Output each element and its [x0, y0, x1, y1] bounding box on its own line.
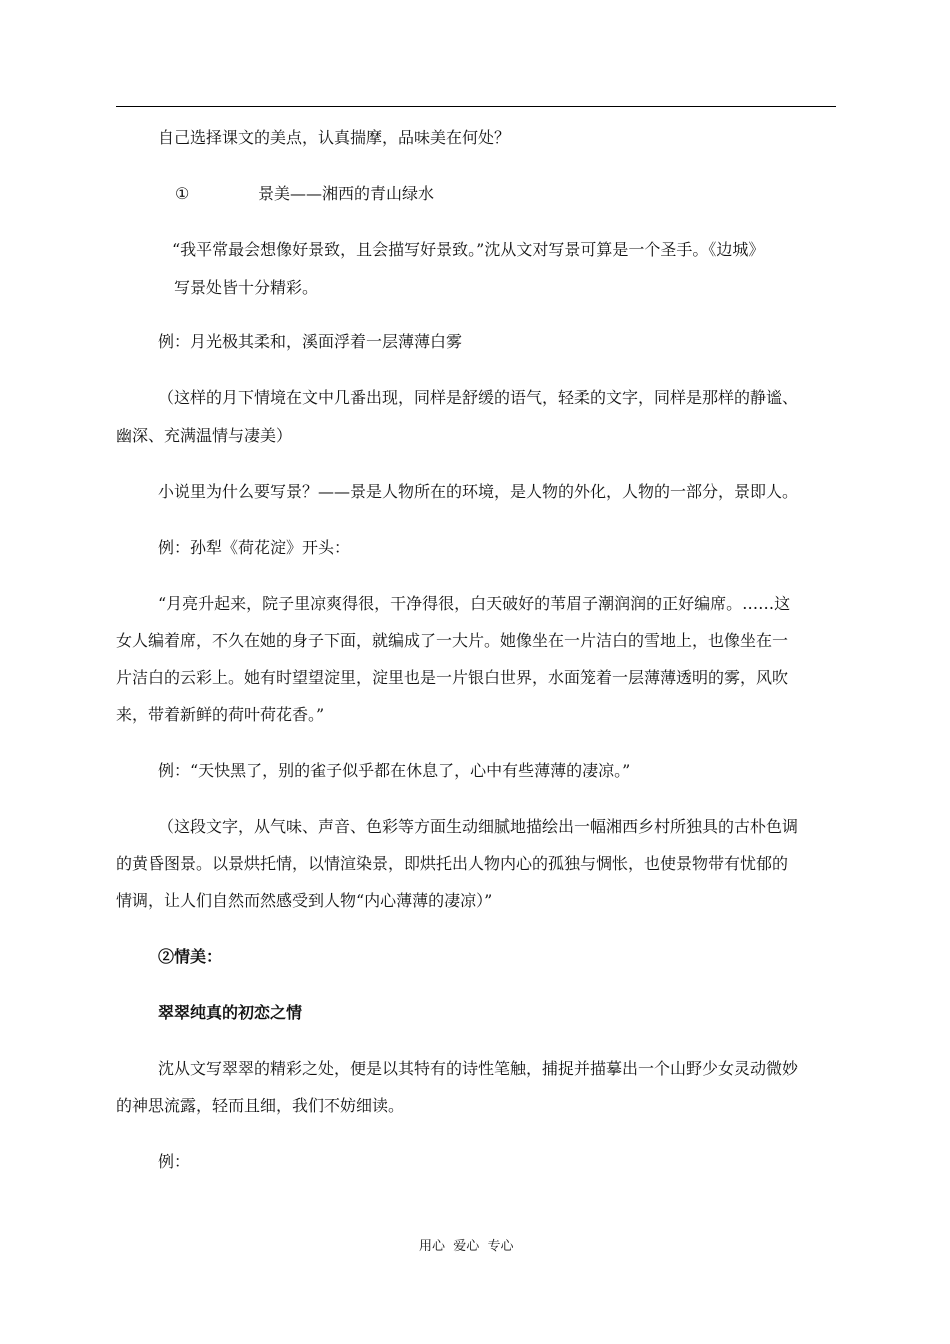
- note1-line-1: （这样的月下情境在文中几番出现，同样是舒缓的语气，轻柔的文字，同样是那样的静谧、: [158, 388, 799, 407]
- para-line-2: 的神思流露，轻而且细，我们不妨细读。: [116, 1096, 405, 1115]
- example2: 例：孙犁《荷花淀》开头：: [158, 538, 351, 557]
- intro-line: 自己选择课文的美点，认真揣摩，品味美在何处？: [158, 128, 511, 147]
- note2-line-2: 的黄昏图景。以景烘托情，以情渲染景，即烘托出人物内心的孤独与惆怅，也使景物带有忧郁的: [116, 854, 789, 873]
- page-footer: 用心 爱心 专心: [419, 1239, 514, 1254]
- example1: 例：月光极其柔和，溪面浮着一层薄薄白雾: [158, 332, 463, 351]
- question-line: 小说里为什么要写景？——景是人物所在的环境，是人物的外化，人物的一部分，景即人。: [158, 482, 799, 501]
- quote2-line-2: 女人编着席，不久在她的身子下面，就编成了一大片。她像坐在一片洁白的雪地上，也像坐在一: [116, 631, 789, 650]
- example4: 例：: [158, 1152, 191, 1171]
- section2-heading: ②情美：: [158, 947, 223, 966]
- para-line-1: 沈从文写翠翠的精彩之处，便是以其特有的诗性笔触，捕捉并描摹出一个山野少女灵动微妙: [158, 1059, 799, 1078]
- quote2-line-1: “月亮升起来，院子里凉爽得很，干净得很，白天破好的苇眉子潮润润的正好编席。……这: [158, 594, 791, 613]
- header-rule: [116, 106, 836, 107]
- section1-marker: ①: [175, 184, 190, 203]
- quote1-line-2: 写景处皆十分精彩。: [174, 278, 319, 297]
- note1-line-2: 幽深、充满温情与凄美）: [116, 426, 293, 445]
- note2-line-1: （这段文字，从气味、声音、色彩等方面生动细腻地描绘出一幅湘西乡村所独具的古朴色调: [158, 817, 799, 836]
- quote2-line-4: 来，带着新鲜的荷叶荷花香。”: [116, 705, 325, 724]
- quote1-line-1: “我平常最会想像好景致，且会描写好景致。”沈从文对写景可算是一个圣手。《边城》: [172, 240, 765, 259]
- section1-title: 景美——湘西的青山绿水: [258, 184, 435, 203]
- subheading: 翠翠纯真的初恋之情: [158, 1003, 303, 1022]
- example3: 例：“天快黑了，别的雀子似乎都在休息了，心中有些薄薄的凄凉。”: [158, 761, 631, 780]
- note2-line-3: 情调，让人们自然而然感受到人物“内心薄薄的凄凉）”: [116, 891, 493, 910]
- quote2-line-3: 片洁白的云彩上。她有时望望淀里，淀里也是一片银白世界，水面笼着一层薄薄透明的雾，风吹: [116, 668, 789, 687]
